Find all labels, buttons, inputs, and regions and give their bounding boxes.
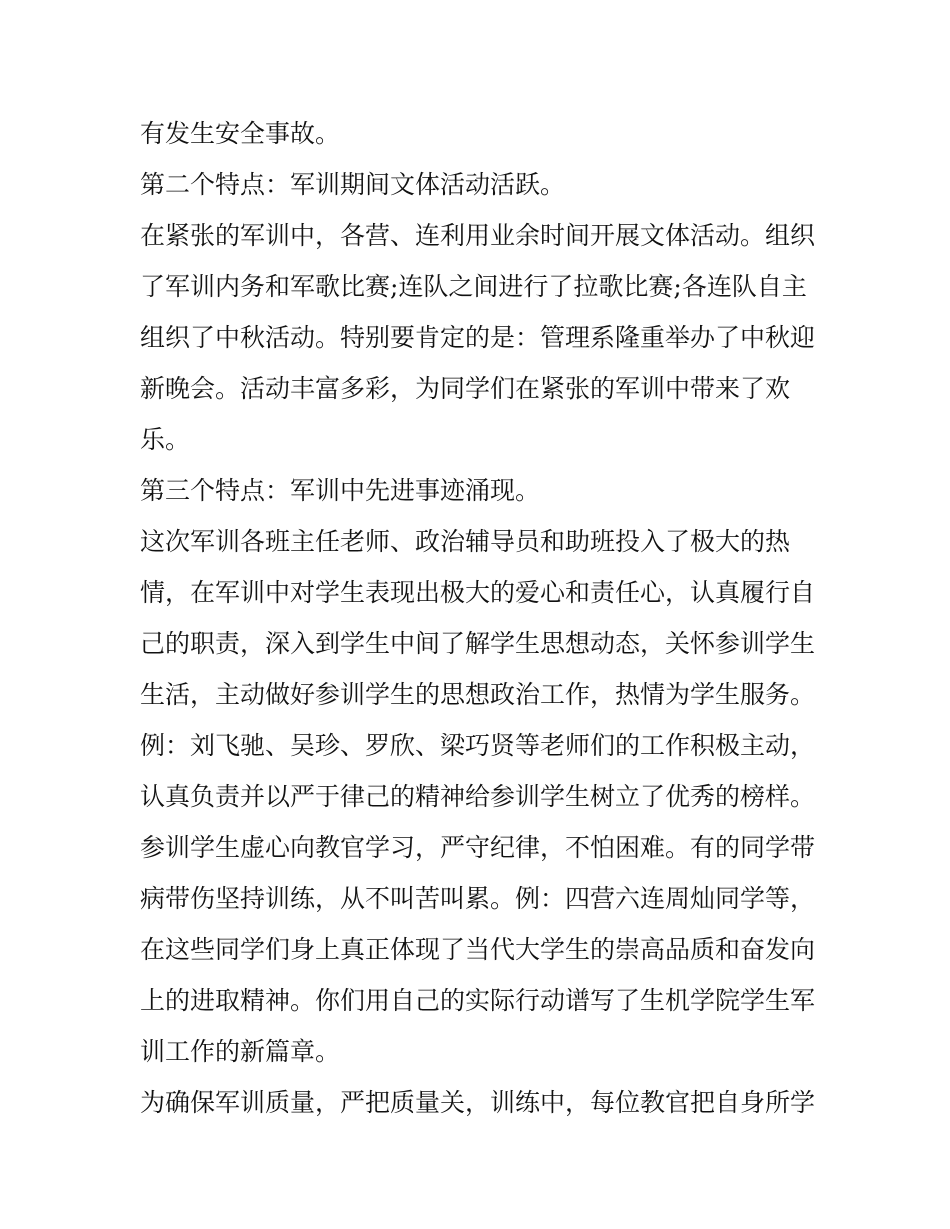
text-line: 这次军训各班主任老师、政治辅导员和助班投入了极大的热: [140, 527, 791, 556]
text-line: 了军训内务和军歌比赛;连队之间进行了拉歌比赛;各连队自主: [140, 272, 807, 301]
text-line: 情，在军训中对学生表现出极大的爱心和责任心，认真履行自: [140, 578, 816, 607]
text-line: 在紧张的军训中，各营、连利用业余时间开展文体活动。组织: [140, 221, 816, 250]
document-body: [140, 108, 820, 1128]
text-line: 上的进取精神。你们用自己的实际行动谱写了生机学院学生军: [140, 986, 816, 1015]
text-line: 新晚会。活动丰富多彩，为同学们在紧张的军训中带来了欢: [140, 374, 791, 403]
text-line: 己的职责，深入到学生中间了解学生思想动态，关怀参训学生: [140, 629, 816, 658]
text-line: 参训学生虚心向教官学习，严守纪律，不怕困难。有的同学带: [140, 833, 816, 862]
text-line: 认真负责并以严于律己的精神给参训学生树立了优秀的榜样。: [140, 782, 816, 811]
text-line: 病带伤坚持训练，从不叫苦叫累。例：四营六连周灿同学等，: [140, 884, 816, 913]
text-line: 生活，主动做好参训学生的思想政治工作，热情为学生服务。: [140, 680, 816, 709]
text-line: 在这些同学们身上真正体现了当代大学生的崇高品质和奋发向: [140, 935, 816, 964]
section-heading: 第二个特点：军训期间文体活动活跃。: [140, 170, 566, 199]
text-line: 例：刘飞驰、吴珍、罗欣、梁巧贤等老师们的工作积极主动，: [140, 731, 816, 760]
section-heading: 第三个特点：军训中先进事迹涌现。: [140, 476, 541, 505]
text-line: 训工作的新篇章。: [140, 1037, 341, 1066]
text-line: 乐。: [140, 425, 191, 454]
text-line: 为确保军训质量，严把质量关，训练中，每位教官把自身所学: [140, 1088, 816, 1117]
text-line: 组织了中秋活动。特别要肯定的是：管理系隆重举办了中秋迎: [140, 323, 816, 352]
text-line: 有发生安全事故。: [140, 119, 341, 148]
